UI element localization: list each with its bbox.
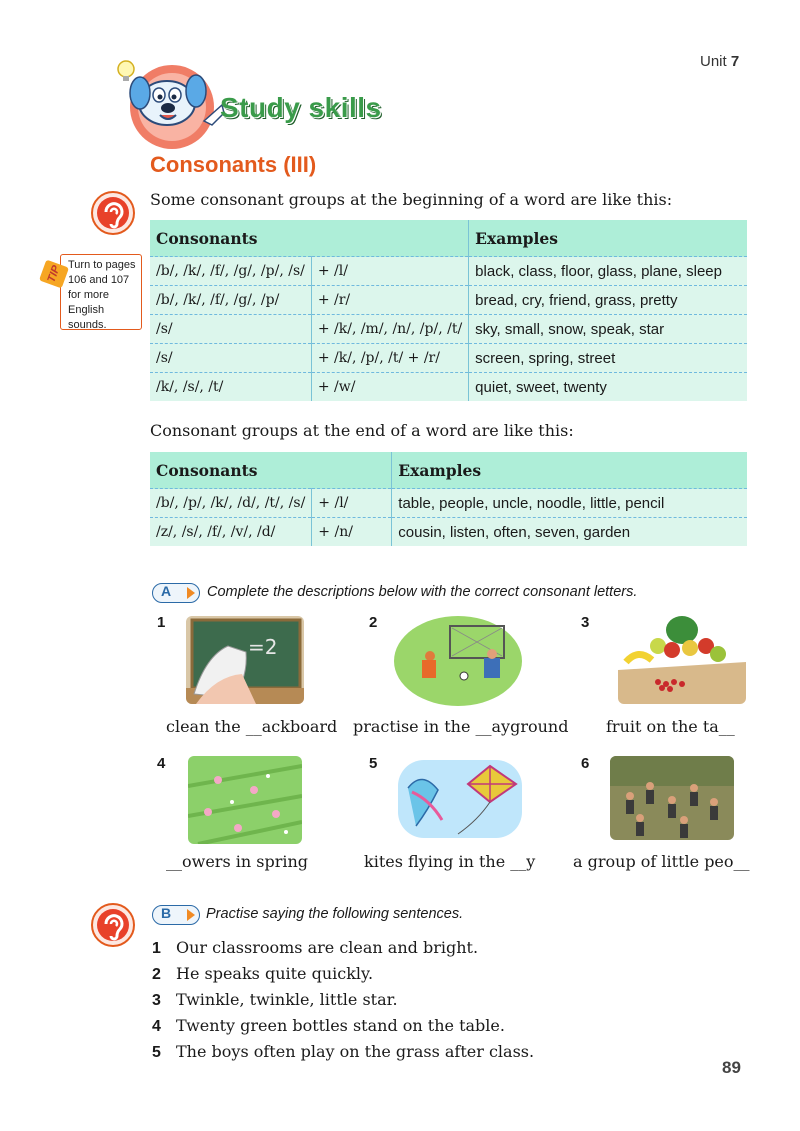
dog-mascot-icon	[112, 55, 232, 150]
table-row: /k/, /s/, /t/ + /w/ quiet, sweet, twenty	[150, 373, 747, 402]
fruit-picture	[618, 612, 746, 704]
ear-listening-icon	[90, 190, 136, 236]
flowers-picture	[188, 756, 302, 844]
consonants-end-table	[150, 452, 747, 546]
table-header-consonants: Consonants	[150, 220, 469, 257]
section-title: Consonants (III)	[150, 152, 317, 177]
item-number: 5	[369, 755, 378, 772]
study-skills-title: Study skills	[220, 92, 382, 123]
tip-text: Turn to pages 106 and 107 for more English sounds.	[68, 259, 136, 331]
item-caption: fruit on the ta__	[606, 717, 735, 736]
exercise-a-instruction: Complete the descriptions below with the correct consonant letters.	[207, 584, 638, 600]
sentence-item: 2 He speaks quite quickly.	[152, 964, 374, 983]
playground-picture	[394, 616, 522, 706]
tip-label: TIP	[39, 260, 69, 289]
kites-picture	[398, 760, 522, 838]
item-caption: kites flying in the __y	[364, 852, 536, 871]
table-row: /s/ + /k/, /m/, /n/, /p/, /t/ sky, small, snow, speak, star	[150, 315, 747, 344]
sentence-item: 1 Our classrooms are clean and bright.	[152, 938, 479, 957]
exercise-a-badge: A	[152, 583, 200, 603]
sentence-item: 5 The boys often play on the grass after class.	[152, 1042, 535, 1061]
table-header-consonants: Consonants	[150, 452, 392, 489]
group-people-picture	[610, 756, 734, 840]
svg-text:=2: =2	[248, 635, 278, 659]
item-number: 4	[157, 755, 166, 772]
ear-listening-icon	[90, 902, 136, 948]
item-number: 3	[581, 614, 590, 631]
consonants-beginning-table	[150, 220, 747, 401]
exercise-b-badge: B	[152, 905, 200, 925]
exercise-b-instruction: Practise saying the following sentences.	[206, 906, 464, 922]
table-row: /b/, /k/, /f/, /g/, /p/ + /r/ bread, cry, friend, grass, pretty	[150, 286, 747, 315]
page-number: 89	[722, 1058, 741, 1077]
table-row: /z/, /s/, /f/, /v/, /d/ + /n/ cousin, listen, often, seven, garden	[150, 518, 747, 547]
item-caption: practise in the __ayground	[353, 717, 569, 736]
item-number: 2	[369, 614, 378, 631]
sentence-item: 3 Twinkle, twinkle, little star.	[152, 990, 398, 1009]
intro-end: Consonant groups at the end of a word are like this:	[150, 421, 574, 440]
table-header-examples: Examples	[392, 452, 747, 489]
item-caption: clean the __ackboard	[166, 717, 338, 736]
item-number: 6	[581, 755, 590, 772]
sentence-item: 4 Twenty green bottles stand on the table.	[152, 1016, 505, 1035]
table-row: /b/, /k/, /f/, /g/, /p/, /s/ + /l/ black, class, floor, glass, plane, sleep	[150, 257, 747, 286]
item-caption: __owers in spring	[166, 852, 309, 871]
table-row: /b/, /p/, /k/, /d/, /t/, /s/ + /l/ table, people, uncle, noodle, little, pencil	[150, 489, 747, 518]
blackboard-picture	[186, 616, 304, 704]
unit-label: Unit 7	[700, 53, 740, 70]
item-caption: a group of little peo__	[573, 852, 750, 871]
intro-beginning: Some consonant groups at the beginning of a word are like this:	[150, 190, 673, 209]
table-header-examples: Examples	[469, 220, 747, 257]
item-number: 1	[157, 614, 166, 631]
table-row: /s/ + /k/, /p/, /t/ + /r/ screen, spring, street	[150, 344, 747, 373]
